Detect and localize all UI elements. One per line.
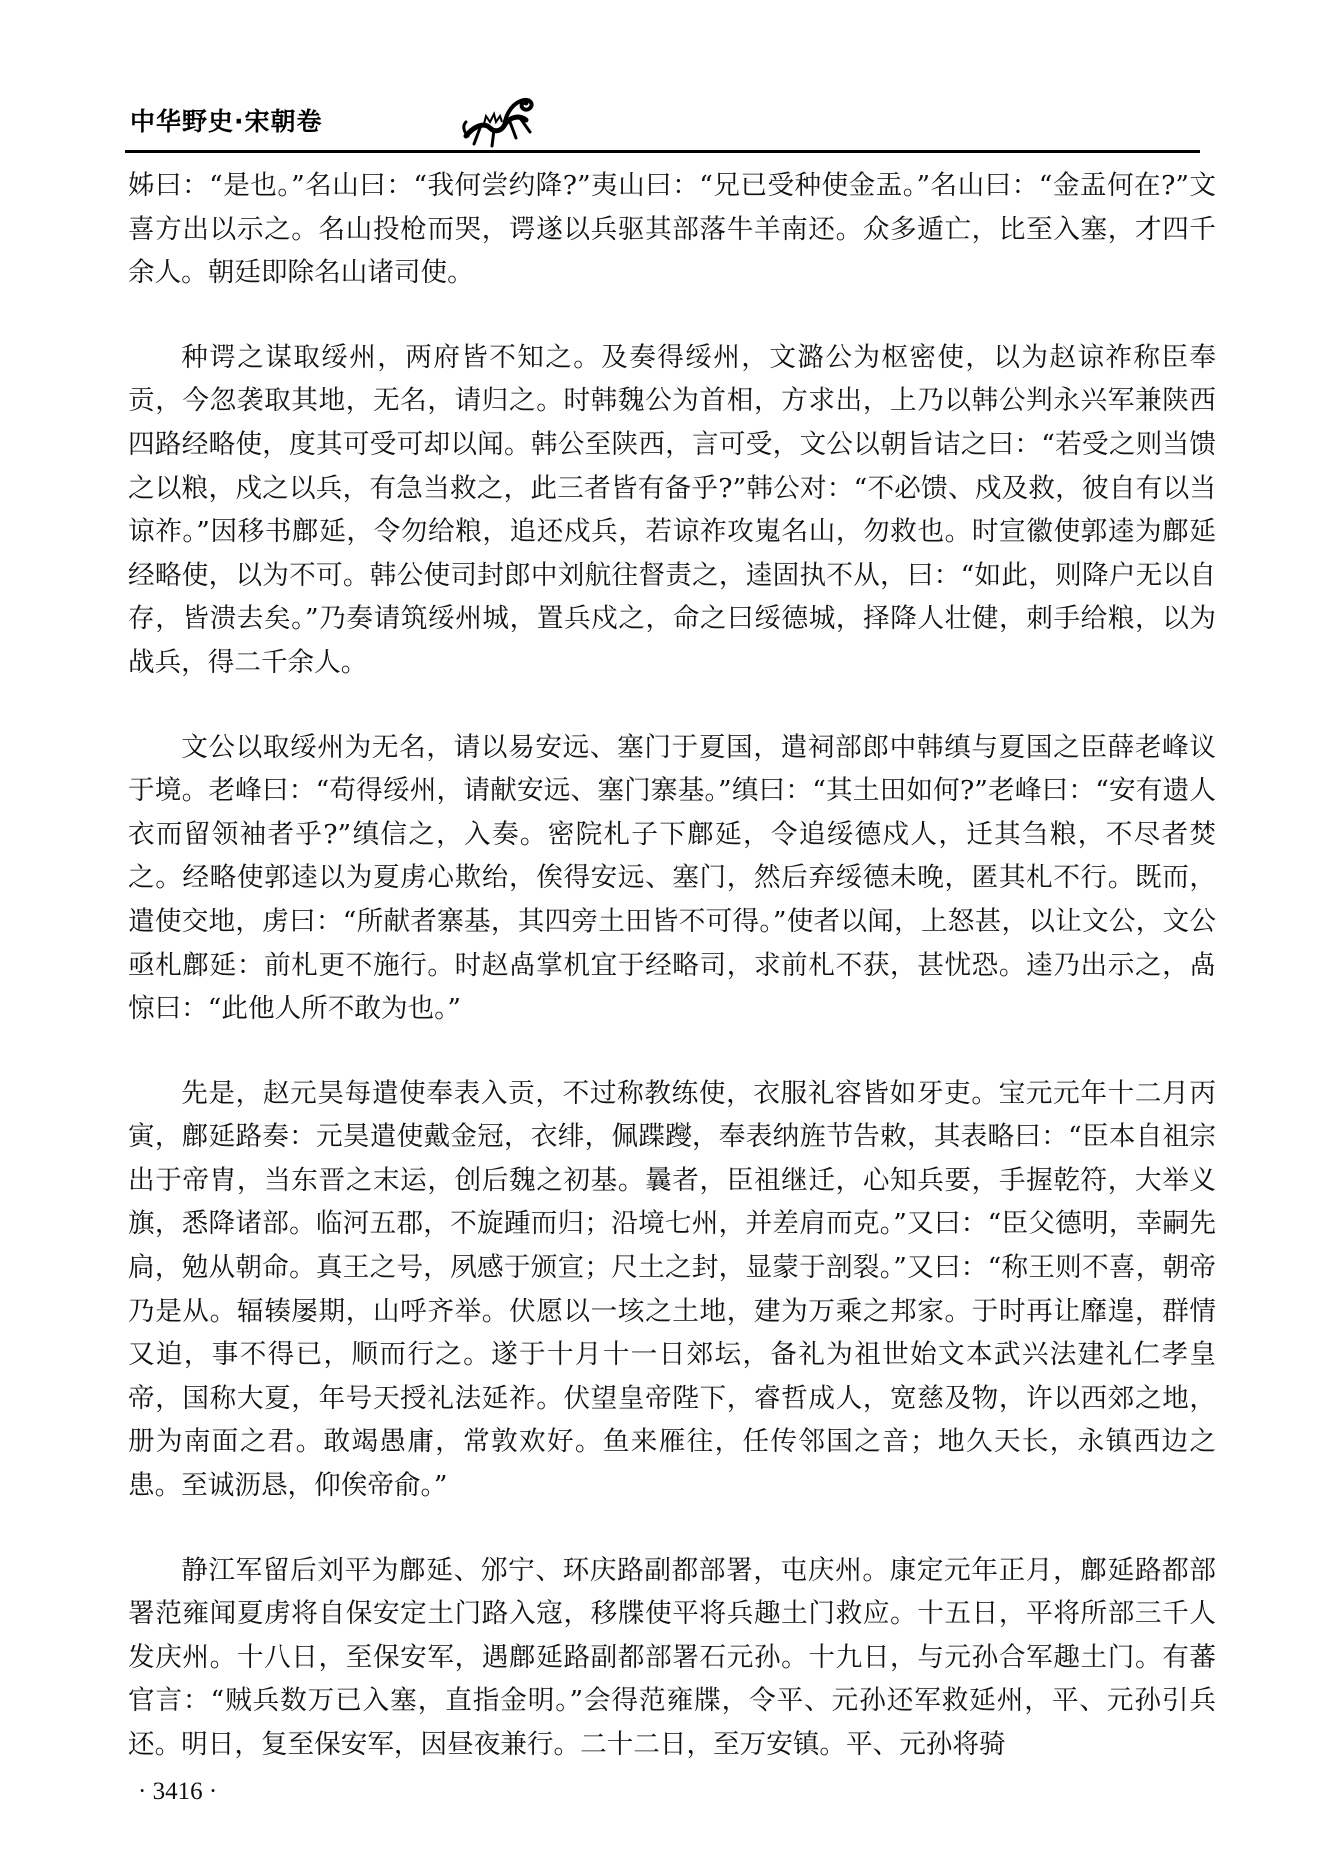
paragraph-gap [128, 685, 1216, 726]
paragraph-continuation: 姊曰：“是也。”名山曰：“我何尝约降?”夷山曰：“兄已受种使金盂。”名山曰：“金盂何在?”文喜方出以示之。名山投枪而哭，谔遂以兵驱其部落牛羊南还。众多遁亡，比至入塞，才四千余人。朝廷即除名山诸司使。 [128, 170, 1216, 289]
running-header [130, 92, 1230, 152]
paragraph-gap [128, 295, 1216, 336]
page-body [128, 164, 1216, 1767]
paragraph-gap [128, 1508, 1216, 1549]
paragraph: 先是，赵元昊每遣使奉表入贡，不过称教练使，衣服礼容皆如牙吏。宝元元年十二月丙寅，鄜延路奏：元昊遣使戴金冠，衣绯，佩蹀躞，奉表纳旌节告敕，其表略曰：“臣本自祖宗出于帝胄，当东晋之末运，创后魏之初基。曩者，臣祖继迁，心知兵要，手握乾符，大举义旗，悉降诸部。临河五郡，不旋踵而归；沿境七州，并差肩而克。”又曰：“臣父德明，幸嗣先扃，勉从朝命。真王之号，夙感于颁宣；尺土之封，显蒙于剖裂。”又曰：“称王则不喜，朝帝乃是从。辐辏屡期，山呼齐举。伏愿以一垓之土地，建为万乘之邦家。于时再让靡遑，群情又迫，事不得已，顺而行之。遂于十月十一日郊坛，备礼为祖世始文本武兴法建礼仁孝皇帝，国称大夏，年号天授礼法延祚。伏望皇帝陛下，睿哲成人，宽慈及物，许以西郊之地，册为南面之君。敢竭愚庸，常敦欢好。鱼来雁往，任传邻国之音；地久天长，永镇西边之患。至诚沥恳，仰俟帝俞。” [128, 1077, 1216, 1502]
dragon-emblem-icon [460, 92, 538, 150]
paragraph: 静江军留后刘平为鄜延、邠宁、环庆路副都部署，屯庆州。康定元年正月，鄜延路都部署范雍闻夏虏将自保安定土门路入寇，移牒使平将兵趣土门救应。十五日，平将所部三千人发庆州。十八日，至保安军，遇鄜延路副都部署石元孙。十九日，与元孙合军趣土门。有蕃官言：“贼兵数万已入塞，直指金明。”会得范雍牒，令平、元孙还军救延州，平、元孙引兵还。明日，复至保安军，因昼夜兼行。二十二日，至万安镇。平、元孙将骑 [128, 1554, 1216, 1760]
paragraph: 文公以取绥州为无名，请以易安远、塞门于夏国，遣祠部郎中韩缜与夏国之臣薛老峰议于境。老峰曰：“苟得绥州，请献安远、塞门寨基。”缜曰：“其土田如何?”老峰曰：“安有遗人衣而留领袖者乎?”缜信之，入奏。密院札子下鄜延，令追绥德戍人，迁其刍粮，不尽者焚之。经略使郭逵以为夏虏心欺绐，俟得安远、塞门，然后弃绥德未晚，匿其札不行。既而，遣使交地，虏曰：“所献者寨基，其四旁土田皆不可得。”使者以闻，上怒甚，以让文公，文公亟札鄜延：前札更不施行。时赵卨掌机宜于经略司，求前札不获，甚忧恐。逵乃出示之，卨惊曰：“此他人所不敢为也。” [128, 731, 1216, 1025]
page-number: · 3416 · [138, 1778, 218, 1805]
book-title: 中华野史·宋朝卷 [130, 107, 323, 136]
header-divider [125, 150, 1200, 153]
paragraph-gap [128, 1031, 1216, 1072]
paragraph: 种谔之谋取绥州，两府皆不知之。及奏得绥州，文潞公为枢密使，以为赵谅祚称臣奉贡，今忽袭取其地，无名，请归之。时韩魏公为首相，方求出，上乃以韩公判永兴军兼陕西四路经略使，度其可受可却以闻。韩公至陕西，言可受，文公以朝旨诘之曰：“若受之则当馈之以粮，戍之以兵，有急当救之，此三者皆有备乎?”韩公对：“不必馈、戍及救，彼自有以当谅祚。”因移书鄜延，令勿给粮，追还戍兵，若谅祚攻嵬名山，勿救也。时宣徽使郭逵为鄜延经略使，以为不可。韩公使司封郎中刘航往督责之，逵固执不从，曰：“如此，则降户无以自存，皆溃去矣。”乃奏请筑绥州城，置兵戍之，命之曰绥德城，择降人壮健，刺手给粮，以为战兵，得二千余人。 [128, 341, 1216, 678]
